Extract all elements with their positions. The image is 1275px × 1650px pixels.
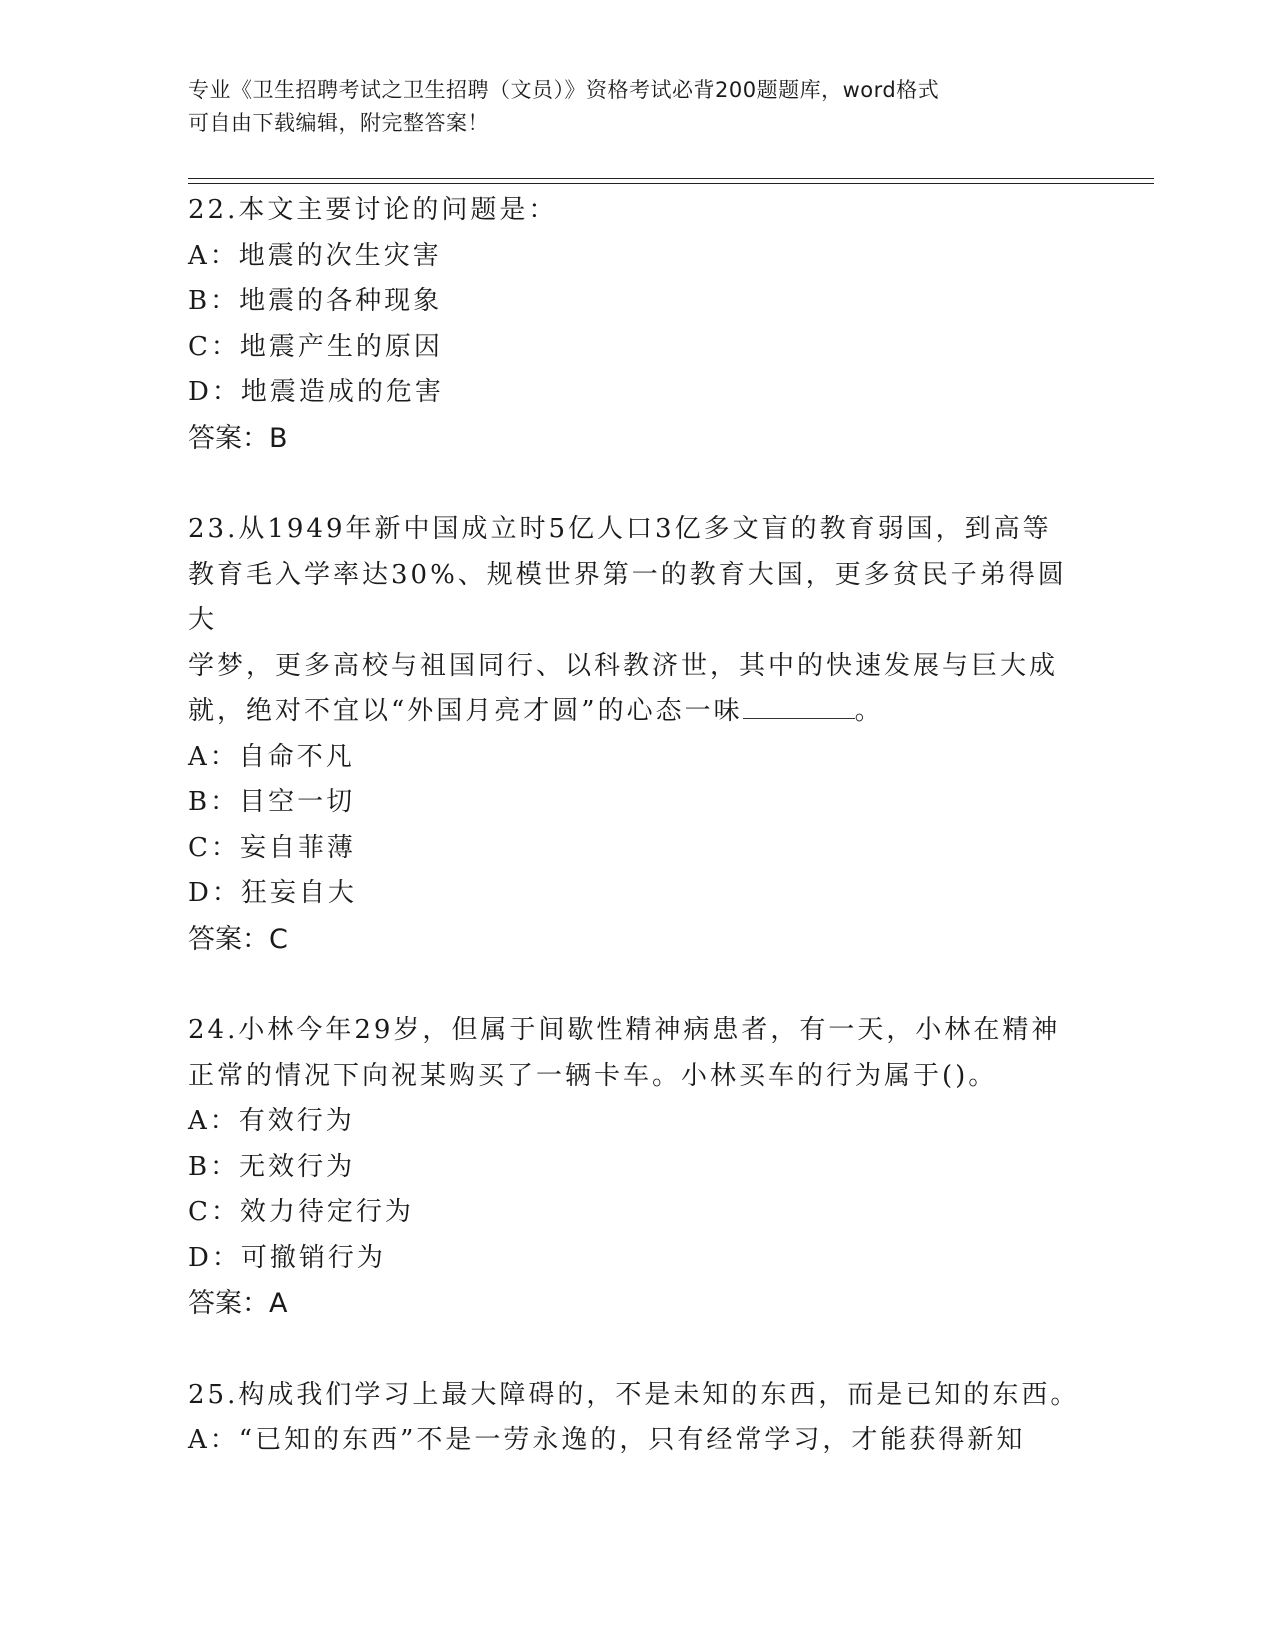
question-stem-line-4 (188, 689, 1088, 735)
question-stem: 25.构成我们学习上最大障碍的，不是未知的东西，而是已知的东西。 (188, 1379, 1080, 1410)
document-header (188, 74, 1088, 140)
answer-label: 答案：C (188, 923, 288, 955)
option-b: B：地震的各种现象 (188, 286, 443, 316)
question-23 (188, 507, 1088, 962)
option-d: D：狂妄自大 (188, 878, 357, 908)
header-line-2: 可自由下载编辑，附完整答案！ (188, 111, 489, 135)
option-a: A：自命不凡 (188, 741, 355, 772)
option-c: C：妄自菲薄 (188, 832, 356, 863)
question-stem-line-3: 学梦，更多高校与祖国同行、以科教济世，其中的快速发展与巨大成 (188, 650, 1059, 681)
answer-label: 答案：A (188, 1288, 288, 1319)
question-24 (188, 1008, 1088, 1327)
option-d: D：可撤销行为 (188, 1242, 386, 1273)
header-double-rule (188, 178, 1154, 184)
option-c: C：效力待定行为 (188, 1197, 414, 1227)
question-stem-line-1: 24.小林今年29岁，但属于间歇性精神病患者，有一天，小林在精神 (188, 1015, 1061, 1045)
question-stem-text: 就，绝对不宜以“外国月亮才圆”的心态一味 (188, 696, 743, 726)
question-stem-line-2: 教育毛入学率达30%、规模世界第一的教育大国，更多贫民子弟得圆大 (188, 559, 1067, 635)
question-stem-tail: 。 (854, 696, 884, 726)
answer-label: 答案：B (188, 422, 288, 454)
option-c: C：地震产生的原因 (188, 331, 443, 362)
question-list (188, 188, 1088, 1510)
option-a: A：“已知的东西”不是一劳永逸的，只有经常学习，才能获得新知 (188, 1425, 1026, 1455)
question-25 (188, 1373, 1088, 1464)
option-a: A：地震的次生灾害 (188, 240, 442, 271)
question-stem-line-1: 23.从1949年新中国成立时5亿人口3亿多文盲的教育弱国，到高等 (188, 514, 1052, 544)
option-b: B：无效行为 (188, 1151, 356, 1182)
fill-in-blank (743, 692, 855, 719)
question-stem-line-2: 正常的情况下向祝某购买了一辆卡车。小林买车的行为属于()。 (188, 1060, 998, 1091)
option-a: A：有效行为 (188, 1106, 355, 1136)
header-line-1: 专业《卫生招聘考试之卫生招聘（文员）》资格考试必背200题题库，word格式 (188, 78, 940, 102)
option-b: B：目空一切 (188, 787, 356, 817)
question-stem: 22.本文主要讨论的问题是： (188, 195, 558, 225)
question-22 (188, 188, 1088, 461)
option-d: D：地震造成的危害 (188, 377, 444, 407)
